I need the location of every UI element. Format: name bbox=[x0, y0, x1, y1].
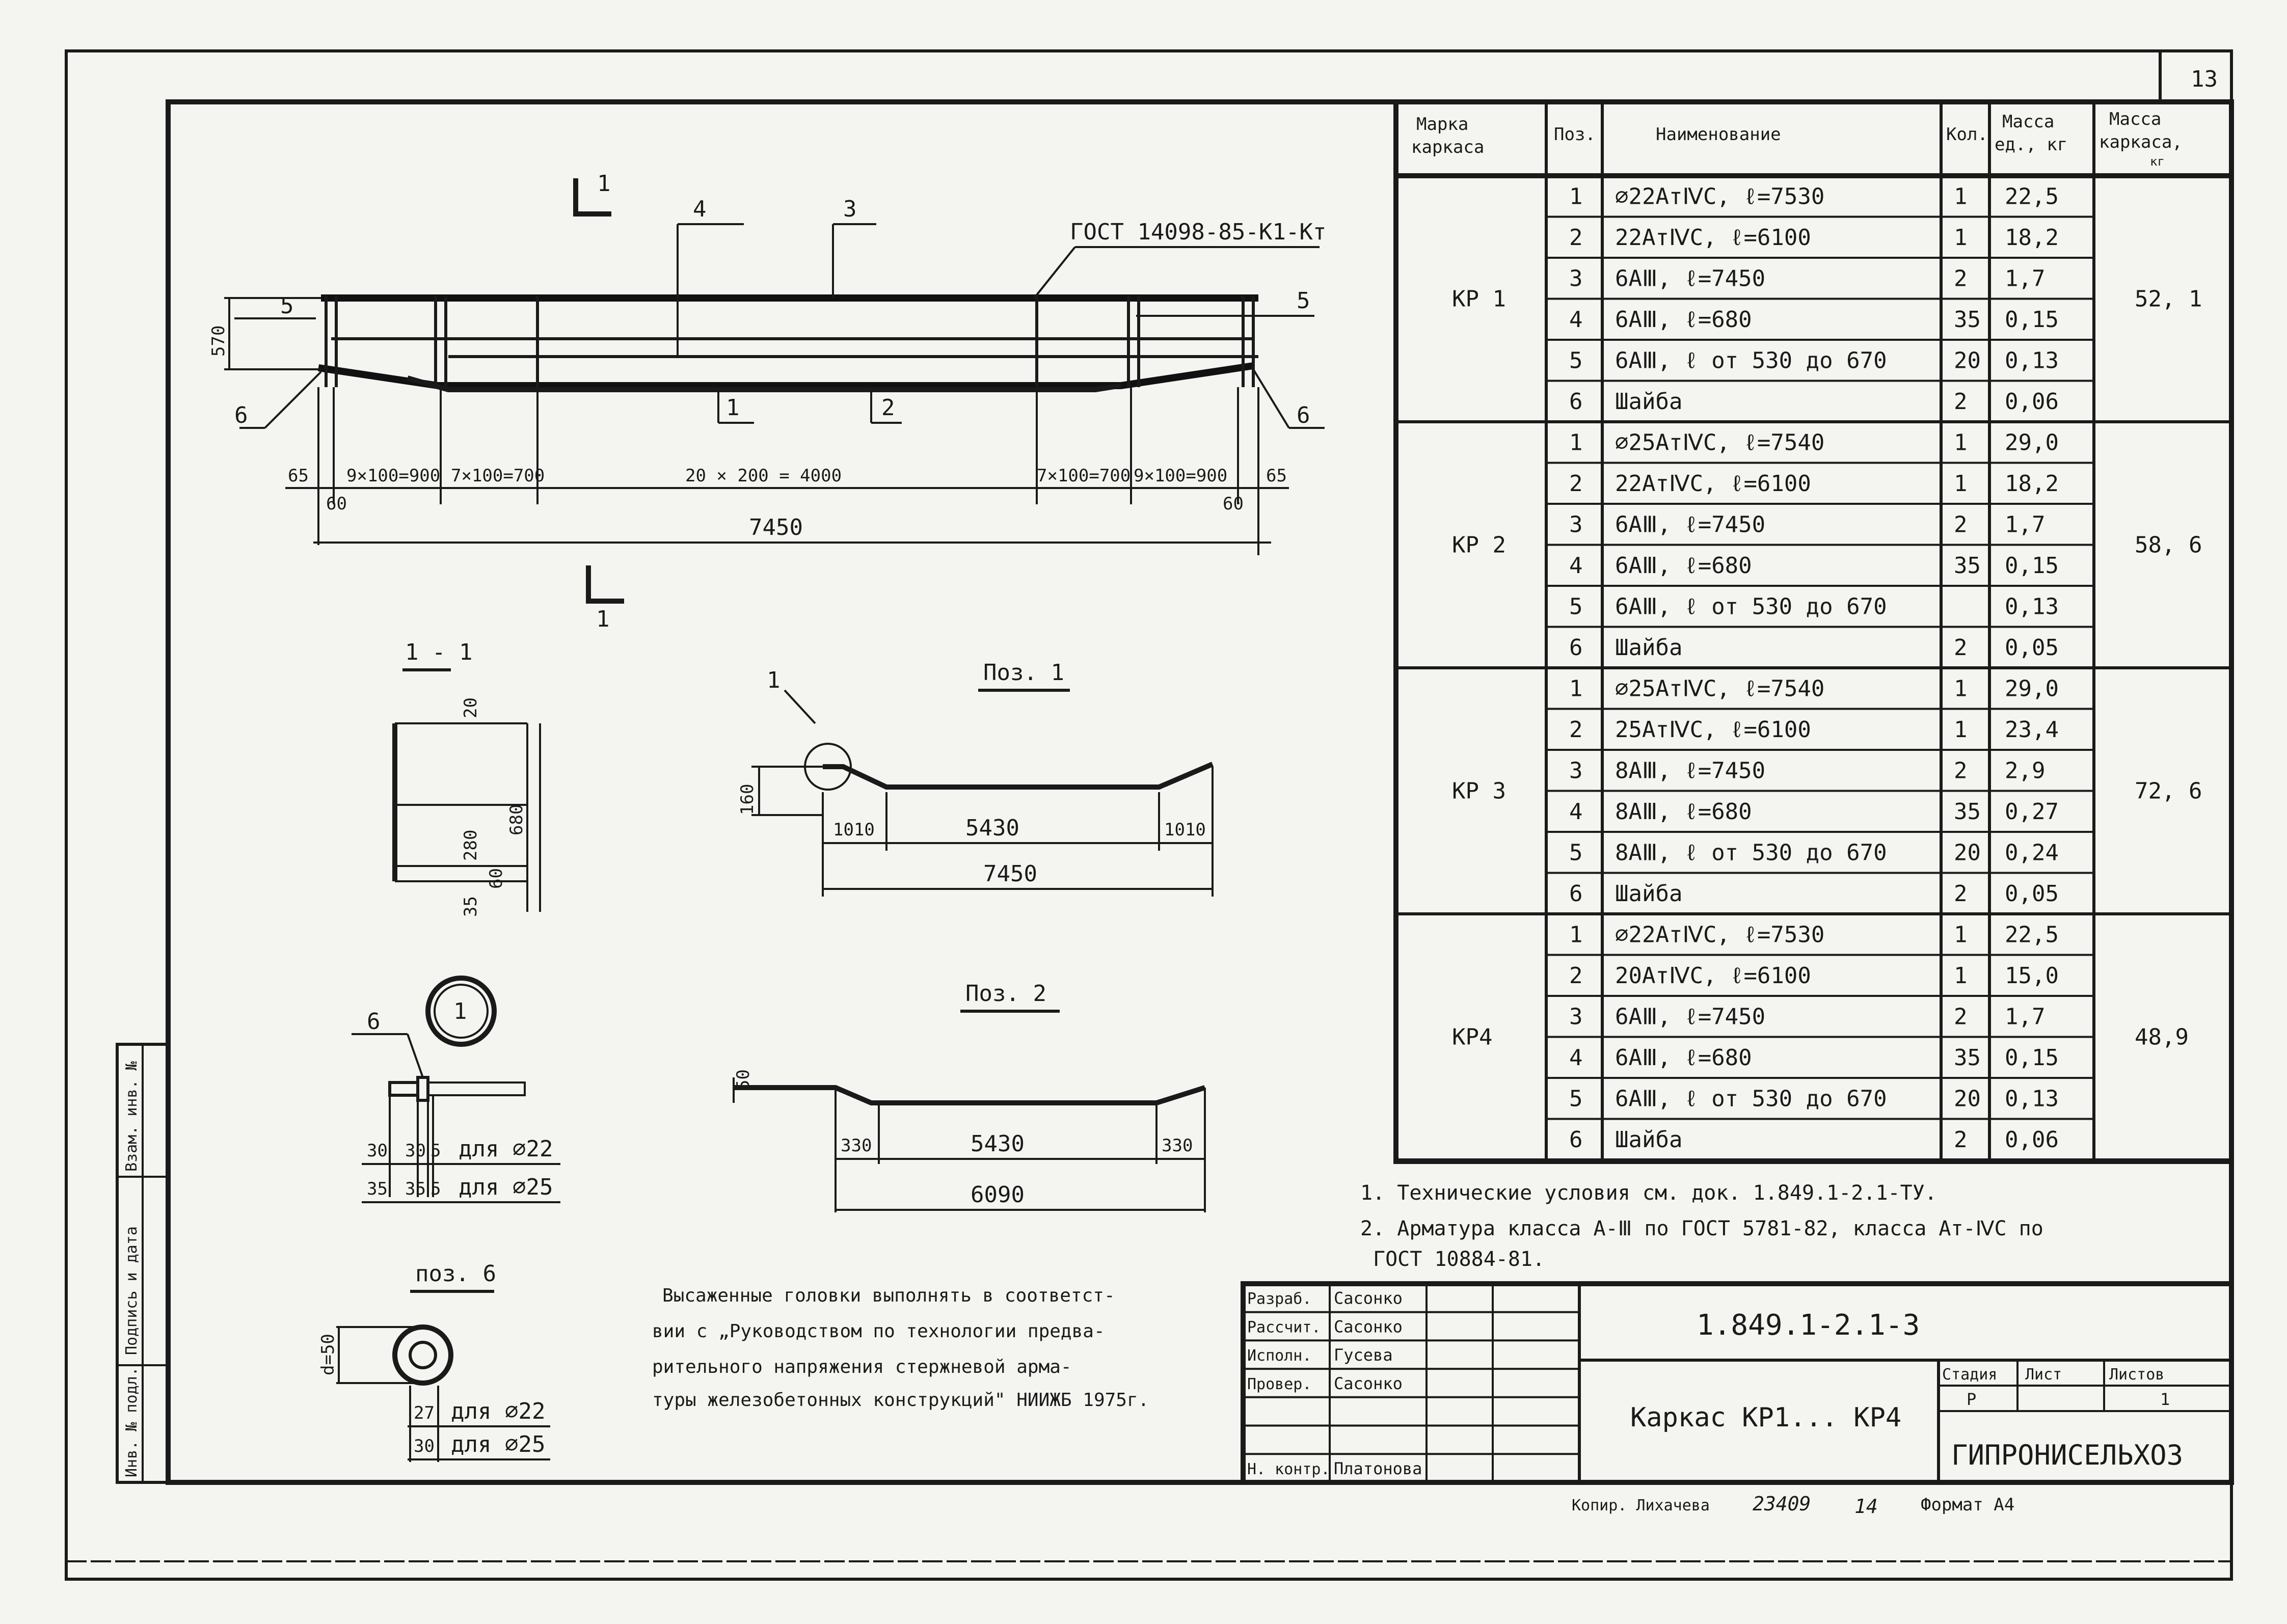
spec-unit-mass: 0,15 bbox=[2005, 553, 2059, 579]
spec-name: Шайба bbox=[1615, 389, 1683, 415]
dim-7x100-right: 7×100=700 bbox=[1037, 466, 1131, 486]
dim-65-left: 65 bbox=[288, 466, 309, 486]
node1-r2-a: 35 bbox=[367, 1179, 388, 1199]
spec-frame-mass: 58, 6 bbox=[2135, 532, 2202, 558]
spec-unit-mass: 0,06 bbox=[2005, 1127, 2059, 1153]
sheets-value: 1 bbox=[2160, 1390, 2170, 1409]
spec-qty: 20 bbox=[1954, 347, 1981, 374]
spec-pos: 3 bbox=[1569, 265, 1583, 292]
spec-name: 25АтⅣС, ℓ=6100 bbox=[1615, 717, 1811, 743]
spec-frame-mark: КР4 bbox=[1452, 1024, 1493, 1050]
side-strip-replace: Взам. инв. № bbox=[123, 1061, 141, 1172]
spec-qty: 1 bbox=[1954, 922, 1968, 948]
callout-6-right: 6 bbox=[1297, 402, 1310, 428]
spec-qty: 1 bbox=[1954, 675, 1968, 702]
spec-name: 6АⅢ, ℓ от 530 до 670 bbox=[1615, 347, 1887, 374]
hdr-unit-mass-1: Масса bbox=[2002, 112, 2055, 132]
spec-unit-mass: 29,0 bbox=[2005, 675, 2059, 702]
spec-pos: 6 bbox=[1569, 635, 1583, 661]
node1-r2-text: для ⌀25 bbox=[459, 1174, 553, 1200]
spec-name: 6АⅢ, ℓ от 530 до 670 bbox=[1615, 593, 1887, 620]
pos2-rise-50: 50 bbox=[733, 1069, 754, 1090]
doc-title: Каркас КР1... КР4 bbox=[1630, 1402, 1902, 1433]
outer-frame bbox=[66, 51, 2231, 1579]
spec-name: 6АⅢ, ℓ от 530 до 670 bbox=[1615, 1086, 1887, 1112]
doc-code: 1.849.1-2.1-3 bbox=[1697, 1309, 1920, 1342]
spec-unit-mass: 22,5 bbox=[2005, 183, 2059, 210]
spec-pos: 1 bbox=[1569, 183, 1583, 210]
pos1-total-7450: 7450 bbox=[983, 861, 1037, 887]
footer-page: 14 bbox=[1854, 1495, 1878, 1518]
pos1-rise-160: 160 bbox=[737, 783, 758, 815]
side-strip bbox=[117, 1044, 168, 1482]
pos6-title: поз. 6 bbox=[415, 1261, 496, 1287]
dim-7x100-left: 7×100=700 bbox=[451, 466, 545, 486]
spec-qty: 20 bbox=[1954, 840, 1981, 866]
spec-unit-mass: 0,13 bbox=[2005, 347, 2059, 374]
callout-4: 4 bbox=[693, 196, 707, 222]
section-mark-bottom: 1 bbox=[596, 606, 610, 632]
callout-1: 1 bbox=[726, 395, 740, 421]
note-line-2: вии с „Руководством по технологии предва- bbox=[652, 1321, 1105, 1342]
spec-unit-mass: 0,13 bbox=[2005, 1086, 2059, 1112]
callout-3: 3 bbox=[843, 196, 857, 222]
pos-1-detail bbox=[737, 660, 1213, 897]
spec-pos: 6 bbox=[1569, 389, 1583, 415]
spec-unit-mass: 18,2 bbox=[2005, 225, 2059, 251]
spec-unit-mass: 15,0 bbox=[2005, 963, 2059, 989]
spec-pos: 6 bbox=[1569, 881, 1583, 907]
spec-name: 6АⅢ, ℓ=680 bbox=[1615, 307, 1752, 333]
spec-pos: 1 bbox=[1569, 675, 1583, 702]
hdr-mark-1: Марка bbox=[1416, 114, 1469, 134]
spec-pos: 5 bbox=[1569, 593, 1583, 620]
tech-note-1: 1. Технические условия см. док. 1.849.1-2.1-ТУ. bbox=[1360, 1181, 1937, 1205]
sheet-label: Лист bbox=[2025, 1366, 2062, 1384]
spec-frame-mass: 48,9 bbox=[2135, 1024, 2189, 1050]
sec-dim-35: 35 bbox=[461, 896, 481, 917]
node1-r1-a: 30 bbox=[367, 1141, 388, 1161]
spec-qty: 35 bbox=[1954, 799, 1981, 825]
pos6-r2-text: для ⌀25 bbox=[451, 1431, 546, 1457]
spec-unit-mass: 23,4 bbox=[2005, 717, 2059, 743]
pos1-dim-1010-left: 1010 bbox=[833, 820, 875, 840]
spec-name: 8АⅢ, ℓ от 530 до 670 bbox=[1615, 840, 1887, 866]
spec-qty: 35 bbox=[1954, 553, 1981, 579]
spec-name: Шайба bbox=[1615, 881, 1683, 907]
spec-unit-mass: 1,7 bbox=[2005, 265, 2046, 292]
sec-dim-280: 280 bbox=[461, 829, 481, 861]
dim-9x100-right: 9×100=900 bbox=[1134, 466, 1228, 486]
pos1-dim-5430: 5430 bbox=[965, 815, 1019, 841]
pos2-dim-5430: 5430 bbox=[971, 1131, 1025, 1157]
spec-pos: 5 bbox=[1569, 840, 1583, 866]
tb-name: Сасонко bbox=[1334, 1288, 1403, 1308]
spec-pos: 3 bbox=[1569, 757, 1583, 784]
spec-unit-mass: 18,2 bbox=[2005, 471, 2059, 497]
stage-label: Стадия bbox=[1942, 1366, 1998, 1384]
footer-number: 23409 bbox=[1753, 1493, 1811, 1515]
pos1-marker: 1 bbox=[767, 667, 781, 693]
sheets-label: Листов bbox=[2109, 1366, 2165, 1384]
pos6-r1-a: 27 bbox=[414, 1403, 435, 1423]
footer bbox=[1572, 1493, 2014, 1518]
sec-height-680: 680 bbox=[506, 804, 527, 835]
dim-60-right: 60 bbox=[1223, 494, 1244, 514]
pos1-dim-1010-right: 1010 bbox=[1164, 820, 1206, 840]
hdr-pos: Поз. bbox=[1554, 124, 1596, 145]
pos1-title: Поз. 1 bbox=[983, 660, 1064, 686]
spec-pos: 4 bbox=[1569, 799, 1583, 825]
pos-2-detail bbox=[733, 981, 1205, 1212]
spec-qty: 1 bbox=[1954, 225, 1968, 251]
tb-role: Н. контр. bbox=[1247, 1460, 1330, 1478]
spec-unit-mass: 22,5 bbox=[2005, 922, 2059, 948]
spec-unit-mass: 29,0 bbox=[2005, 429, 2059, 456]
sec-dim-60: 60 bbox=[486, 868, 506, 889]
spec-unit-mass: 0,05 bbox=[2005, 635, 2059, 661]
spec-qty: 1 bbox=[1954, 429, 1968, 456]
spec-qty: 2 bbox=[1954, 1127, 1968, 1153]
node1-r2-b: 35 bbox=[405, 1179, 426, 1199]
title-block bbox=[1243, 1284, 2231, 1482]
spec-frame-mass: 52, 1 bbox=[2135, 286, 2202, 312]
spec-pos: 2 bbox=[1569, 717, 1583, 743]
side-strip-inv: Инв. № подл. bbox=[123, 1367, 141, 1477]
pos6-d50: d=50 bbox=[318, 1334, 338, 1375]
tb-name: Сасонко bbox=[1334, 1317, 1403, 1337]
spec-unit-mass: 0,06 bbox=[2005, 389, 2059, 415]
hdr-frame-mass-2: каркаса, bbox=[2099, 132, 2183, 152]
spec-qty: 1 bbox=[1954, 963, 1968, 989]
pos2-total-6090: 6090 bbox=[971, 1182, 1025, 1208]
callout-5-right: 5 bbox=[1297, 288, 1310, 314]
spec-pos: 2 bbox=[1569, 471, 1583, 497]
node1-r1-c: 5 bbox=[431, 1141, 441, 1161]
spec-qty: 35 bbox=[1954, 307, 1981, 333]
spec-unit-mass: 1,7 bbox=[2005, 1004, 2046, 1030]
spec-qty: 2 bbox=[1954, 265, 1968, 292]
hdr-name: Наименование bbox=[1656, 124, 1781, 145]
hdr-frame-mass-3: кг bbox=[2150, 154, 2165, 169]
spec-name: 6АⅢ, ℓ=7450 bbox=[1615, 1004, 1766, 1030]
spec-qty: 1 bbox=[1954, 471, 1968, 497]
tech-notes bbox=[1360, 1181, 2043, 1271]
spec-pos: 4 bbox=[1569, 307, 1583, 333]
pos2-dim-330-right: 330 bbox=[1162, 1135, 1193, 1156]
tb-name: Платонова bbox=[1334, 1458, 1422, 1478]
height-dim-570: 570 bbox=[208, 325, 229, 357]
spec-pos: 3 bbox=[1569, 511, 1583, 538]
spec-name: 8АⅢ, ℓ=7450 bbox=[1615, 757, 1766, 784]
spec-qty: 2 bbox=[1954, 1004, 1968, 1030]
spec-frame-mark: КР 1 bbox=[1452, 286, 1506, 312]
section-mark-top: 1 bbox=[597, 171, 611, 197]
callout-2: 2 bbox=[881, 395, 895, 421]
note-block bbox=[652, 1285, 1149, 1411]
tb-role: Провер. bbox=[1247, 1375, 1312, 1393]
spec-unit-mass: 0,05 bbox=[2005, 881, 2059, 907]
pos2-dim-330-left: 330 bbox=[841, 1135, 872, 1156]
dim-65-right: 65 bbox=[1266, 466, 1287, 486]
side-strip-sign-date: Подпись и дата bbox=[123, 1226, 141, 1355]
spec-unit-mass: 0,13 bbox=[2005, 593, 2059, 620]
spec-name: ⌀22АтⅣС, ℓ=7530 bbox=[1615, 183, 1825, 210]
footer-format: Формат А4 bbox=[1921, 1495, 2015, 1515]
hdr-frame-mass-1: Масса bbox=[2109, 109, 2162, 129]
spec-pos: 5 bbox=[1569, 347, 1583, 374]
spec-name: ⌀25АтⅣС, ℓ=7540 bbox=[1615, 675, 1825, 702]
plan-view bbox=[208, 171, 1326, 632]
spec-name: 22АтⅣС, ℓ=6100 bbox=[1615, 471, 1811, 497]
node-1-detail bbox=[352, 978, 560, 1202]
spec-table bbox=[1396, 102, 2231, 1161]
spec-pos: 1 bbox=[1569, 922, 1583, 948]
spec-qty: 35 bbox=[1954, 1045, 1981, 1071]
spec-frame-mass: 72, 6 bbox=[2135, 778, 2202, 804]
spec-pos: 4 bbox=[1569, 1045, 1583, 1071]
spec-pos: 2 bbox=[1569, 963, 1583, 989]
spec-frame-mark: КР 3 bbox=[1452, 778, 1506, 804]
spec-frame-mark: КР 2 bbox=[1452, 532, 1506, 558]
spec-qty: 20 bbox=[1954, 1086, 1981, 1112]
spec-name: ⌀25АтⅣС, ℓ=7540 bbox=[1615, 429, 1825, 456]
pos2-title: Поз. 2 bbox=[965, 981, 1046, 1007]
tb-name: Гусева bbox=[1334, 1345, 1393, 1365]
dim-20x200: 20 × 200 = 4000 bbox=[685, 466, 842, 486]
spec-unit-mass: 0,15 bbox=[2005, 307, 2059, 333]
spec-name: 6АⅢ, ℓ=680 bbox=[1615, 1045, 1752, 1071]
spec-pos: 5 bbox=[1569, 1086, 1583, 1112]
tech-note-2: 2. Арматура класса А-Ⅲ по ГОСТ 5781-82, класса Ат-ⅣС по bbox=[1360, 1217, 2043, 1240]
spec-name: 6АⅢ, ℓ=7450 bbox=[1615, 265, 1766, 292]
spec-name: 8АⅢ, ℓ=680 bbox=[1615, 799, 1752, 825]
spec-unit-mass: 2,9 bbox=[2005, 757, 2046, 784]
tb-role: Исполн. bbox=[1247, 1347, 1312, 1365]
sec-dim-20: 20 bbox=[461, 697, 481, 718]
pos-6-detail bbox=[318, 1261, 550, 1462]
node1-r1-b: 30 bbox=[405, 1141, 426, 1161]
stage-value: Р bbox=[1967, 1390, 1977, 1409]
org-name: ГИПРОНИСЕЛЬХОЗ bbox=[1951, 1439, 2184, 1471]
spec-name: Шайба bbox=[1615, 1127, 1683, 1153]
pos6-r2-a: 30 bbox=[414, 1436, 435, 1456]
spec-pos: 2 bbox=[1569, 225, 1583, 251]
spec-pos: 6 bbox=[1569, 1127, 1583, 1153]
note-line-4: туры железобетонных конструкций" НИИЖБ 1975г. bbox=[652, 1390, 1149, 1411]
spec-pos: 3 bbox=[1569, 1004, 1583, 1030]
spec-unit-mass: 0,27 bbox=[2005, 799, 2059, 825]
spec-qty: 1 bbox=[1954, 717, 1968, 743]
tech-note-3: ГОСТ 10884-81. bbox=[1373, 1248, 1545, 1271]
dim-9x100-left: 9×100=900 bbox=[346, 466, 441, 486]
tb-name: Сасонко bbox=[1334, 1373, 1403, 1393]
gost-ref: ГОСТ 14098-85-К1-Кт bbox=[1070, 219, 1327, 245]
spec-qty: 2 bbox=[1954, 881, 1968, 907]
spec-pos: 1 bbox=[1569, 429, 1583, 456]
spec-name: 6АⅢ, ℓ=680 bbox=[1615, 553, 1752, 579]
hdr-unit-mass-2: ед., кг bbox=[1995, 134, 2068, 155]
spec-qty: 2 bbox=[1954, 389, 1968, 415]
node1-r1-text: для ⌀22 bbox=[459, 1136, 553, 1162]
section-1-1 bbox=[395, 639, 540, 917]
note-line-1: Высаженные головки выполнять в соответст- bbox=[662, 1285, 1115, 1306]
spec-unit-mass: 0,15 bbox=[2005, 1045, 2059, 1071]
spec-name: 22АтⅣС, ℓ=6100 bbox=[1615, 225, 1811, 251]
node1-callout-6: 6 bbox=[367, 1009, 381, 1035]
node1-r2-c: 5 bbox=[431, 1179, 441, 1199]
callout-5-left: 5 bbox=[280, 293, 294, 319]
spec-qty: 2 bbox=[1954, 635, 1968, 661]
tb-role: Рассчит. bbox=[1247, 1318, 1321, 1337]
footer-copied: Копир. Лихачева bbox=[1572, 1497, 1710, 1514]
spec-qty: 1 bbox=[1954, 183, 1968, 210]
node1-circle-label: 1 bbox=[453, 998, 467, 1024]
hdr-mark-2: каркаса bbox=[1411, 137, 1485, 157]
pos6-r1-text: для ⌀22 bbox=[451, 1398, 546, 1424]
sheet-number: 13 bbox=[2191, 66, 2218, 92]
total-length-7450: 7450 bbox=[749, 515, 803, 540]
dim-60-left: 60 bbox=[326, 494, 347, 514]
note-line-3: рительного напряжения стержневой арма- bbox=[652, 1357, 1072, 1377]
spec-qty: 2 bbox=[1954, 757, 1968, 784]
hdr-qty: Кол. bbox=[1946, 124, 1988, 145]
spec-name: Шайба bbox=[1615, 635, 1683, 661]
section-title: 1 - 1 bbox=[405, 639, 473, 665]
spec-name: ⌀22АтⅣС, ℓ=7530 bbox=[1615, 922, 1825, 948]
callout-6-left: 6 bbox=[234, 402, 248, 428]
tb-role: Разраб. bbox=[1247, 1290, 1312, 1308]
spec-qty: 2 bbox=[1954, 511, 1968, 538]
spec-pos: 4 bbox=[1569, 553, 1583, 579]
spec-unit-mass: 1,7 bbox=[2005, 511, 2046, 538]
spec-name: 6АⅢ, ℓ=7450 bbox=[1615, 511, 1766, 538]
spec-unit-mass: 0,24 bbox=[2005, 840, 2059, 866]
spec-name: 20АтⅣС, ℓ=6100 bbox=[1615, 963, 1811, 989]
